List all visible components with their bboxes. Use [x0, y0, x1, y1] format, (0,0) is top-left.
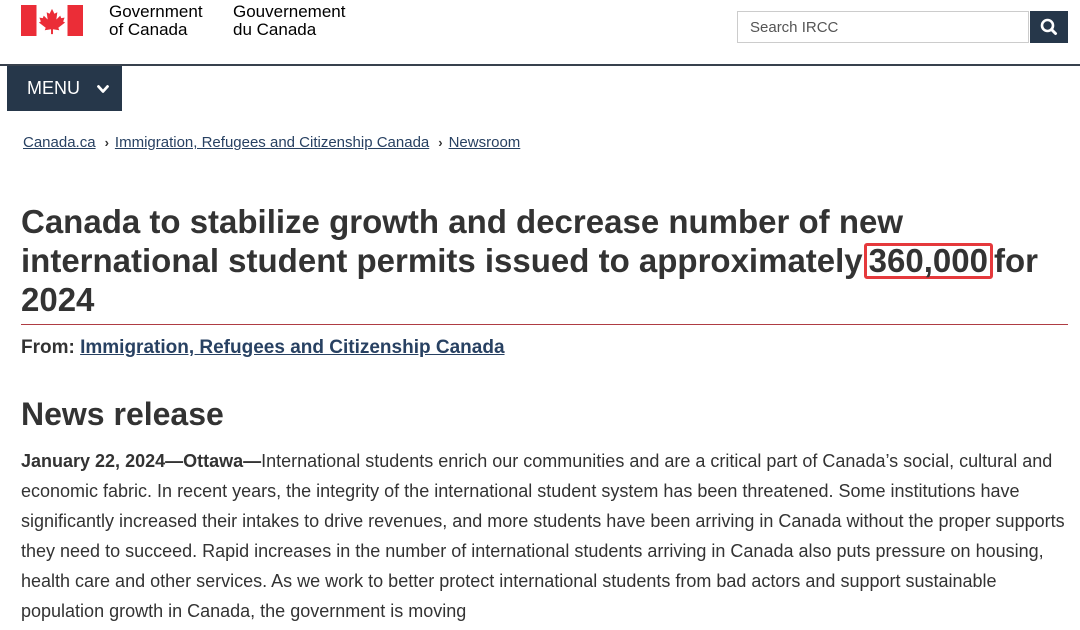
signature-en-line2: of Canada: [109, 20, 188, 39]
government-signature-en[interactable]: [109, 3, 203, 39]
breadcrumb-link-canada[interactable]: Canada.ca: [23, 134, 96, 151]
dateline: January 22, 2024—Ottawa—: [21, 451, 262, 471]
section-heading: News release: [21, 396, 224, 432]
title-text-part1: Canada to stabilize growth and decrease number of new international student permits issued to approximately: [21, 203, 904, 279]
signature-fr-line2: du Canada: [233, 20, 317, 39]
canada-flag-icon[interactable]: [21, 5, 83, 36]
breadcrumb-link-ircc[interactable]: Immigration, Refugees and Citizenship Canada: [114, 134, 430, 151]
breadcrumb-link-newsroom[interactable]: Newsroom: [448, 134, 521, 151]
body-text: International students enrich our communities and are a critical part of Canada’s social, cultural and economic fabric. In recent years, the integrity of the international student system has been threatened. Some institutions have significantly increased their intakes to drive revenues, and more students have been arriving in Canada without the proper supports they need to succeed. Rapid increases in the number of international students arriving in Canada also puts pressure on housing, health care and other services. As we work to better protect international students from bad actors and support sustainable population growth in Canada, the government is moving: [21, 451, 1065, 621]
menu-label: MENU: [27, 78, 80, 98]
chevron-right-icon: ›: [104, 135, 109, 150]
body-paragraph: [21, 446, 1071, 626]
page-title: [21, 202, 1071, 319]
menu-button[interactable]: [7, 66, 122, 111]
chevron-right-icon: ›: [438, 135, 443, 150]
site-header: [0, 0, 1080, 66]
search-button[interactable]: [1030, 11, 1068, 43]
from-department-link[interactable]: Immigration, Refugees and Citizenship Canada: [80, 337, 505, 358]
from-line: [21, 337, 505, 359]
from-label: From:: [21, 337, 75, 358]
search-icon: [1030, 11, 1068, 43]
breadcrumb: [23, 134, 520, 151]
title-divider: [21, 324, 1068, 325]
title-text-part2: for 2024: [21, 242, 1038, 318]
government-signature-fr[interactable]: [233, 3, 345, 39]
search-input[interactable]: [737, 11, 1029, 43]
highlighted-number: 360,000: [864, 243, 993, 279]
chevron-down-icon: [97, 85, 109, 94]
signature-fr-line1: Gouvernement: [233, 2, 346, 21]
signature-en-line1: Government: [109, 2, 203, 21]
